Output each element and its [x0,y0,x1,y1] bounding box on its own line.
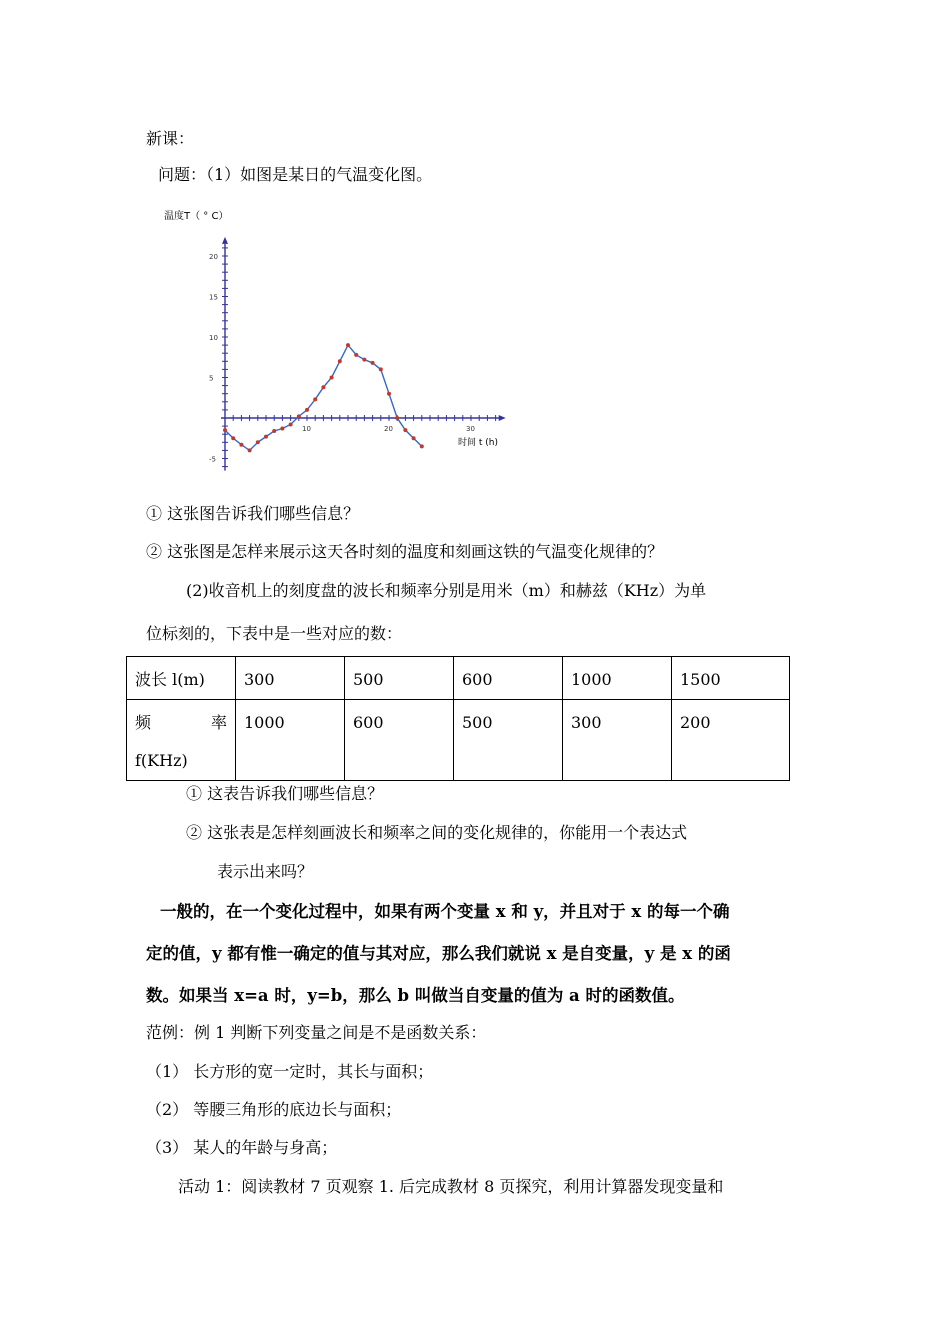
table-cell: 300 [563,700,672,781]
data-point [371,361,375,365]
table-row-label-part: 率 [210,713,227,732]
data-point [338,359,342,363]
x-axis-arrow [499,415,506,421]
data-point [354,353,358,357]
example-item-1: （1） 长方形的宽一定时，其长与面积； [146,1062,434,1081]
table-cell: 500 [454,700,563,781]
x-tick-label: 10 [302,425,311,433]
data-point [379,367,383,371]
table-cell: 600 [454,657,563,700]
table-row-label-part: f(KHz) [135,751,188,770]
data-point [231,436,235,440]
example-item-3: （3） 某人的年龄与身高； [146,1138,338,1157]
data-point [305,408,309,412]
table-row-label [127,700,236,781]
data-point [395,416,399,420]
question-2-line-1: (2)收音机上的刻度盘的波长和频率分别是用米（m）和赫兹（KHz）为单 [186,581,707,600]
chart-question-1: ① 这张图告诉我们哪些信息？ [146,504,360,523]
data-point [223,428,227,432]
activity-1: 活动 1：阅读教材 7 页观察 1. 后完成教材 8 页探究，利用计算器发现变量和 [178,1177,724,1196]
table-question-2: ② 这张表是怎样刻画波长和频率之间的变化规律的，你能用一个表达式 [186,823,688,842]
data-point [248,448,252,452]
chart-question-2: ② 这张图是怎样来展示这天各时刻的温度和刻画这铁的气温变化规律的？ [146,542,664,561]
table-cell: 300 [236,657,345,700]
data-point [387,392,391,396]
table-row-label: 波长 l(m) [127,657,236,700]
table-cell: 500 [345,657,454,700]
example-item-2: （2） 等腰三角形的底边长与面积； [146,1100,402,1119]
definition-line-2: 定的值，y 都有惟一确定的值与其对应，那么我们就说 x 是自变量，y 是 x 的函 [146,944,731,963]
y-axis-label: 温度T（ ° C） [164,211,229,222]
temperature-chart [160,200,520,480]
question-2-line-2: 位标刻的，下表中是一些对应的数： [146,624,403,643]
table-cell: 600 [345,700,454,781]
table-cell: 1000 [563,657,672,700]
data-point [280,427,284,431]
data-point [412,436,416,440]
y-tick-label: 10 [209,334,218,342]
y-tick-label: 5 [209,374,214,383]
data-point [362,358,366,362]
table-question-2-continued: 表示出来吗？ [217,862,314,881]
data-point [289,422,293,426]
wavelength-frequency-table [126,656,790,781]
data-point [239,443,243,447]
table-row [127,657,790,700]
data-point [313,397,317,401]
definition-line-1: 一般的，在一个变化过程中，如果有两个变量 x 和 y，并且对于 x 的每一个确 [160,902,730,921]
definition-line-3: 数。如果当 x=a 时，y=b，那么 b 叫做当自变量的值为 a 时的函数值。 [146,986,685,1005]
data-point [330,376,334,380]
y-tick-label: 20 [209,253,218,261]
table-cell: 200 [672,700,790,781]
new-lesson-heading: 新课： [146,129,195,148]
y-axis-arrow [222,237,228,244]
data-point [346,343,350,347]
data-point [297,414,301,418]
data-point [256,440,260,444]
example-title: 范例：例 1 判断下列变量之间是不是函数关系： [146,1023,487,1042]
table-row-label-part: 频 [135,713,152,732]
question-1: 问题：（1）如图是某日的气温变化图。 [158,165,433,184]
x-axis-label: 时间 t (h) [458,438,498,448]
table-row [127,700,790,781]
table-cell: 1000 [236,700,345,781]
data-point [321,385,325,389]
data-point [272,429,276,433]
x-tick-label: 30 [466,425,475,433]
data-point [420,444,424,448]
data-point [264,435,268,439]
y-tick-label: 15 [209,293,218,302]
temperature-line [225,345,422,450]
table-cell: 1500 [672,657,790,700]
x-tick-label: 20 [384,425,393,433]
data-point [403,428,407,432]
table-question-1: ① 这表告诉我们哪些信息？ [186,784,384,803]
y-tick-label: -5 [209,455,216,464]
